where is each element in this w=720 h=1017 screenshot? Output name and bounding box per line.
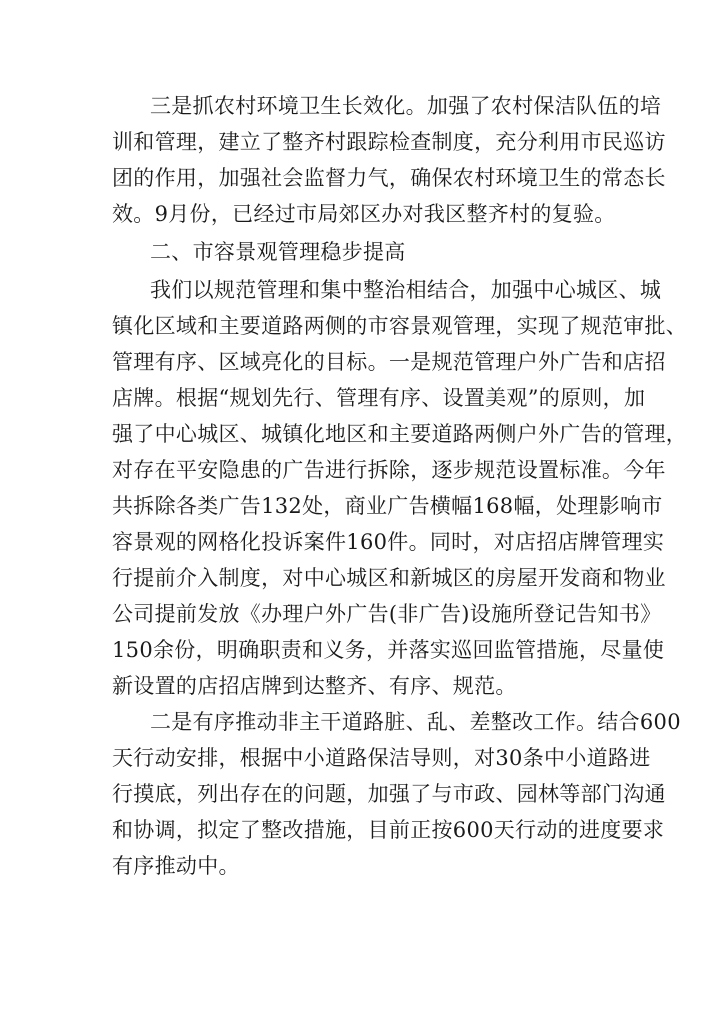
- paragraph-line: 镇化区域和主要道路两侧的市容景观管理，实现了规范审批、: [112, 314, 688, 338]
- paragraph-line: 新设置的店招店牌到达整齐、有序、规范。: [112, 674, 517, 698]
- paragraph-line: 天行动安排，根据中小道路保洁导则，对30条中小道路进: [112, 746, 651, 770]
- paragraph-line: 150余份，明确职责和义务，并落实巡回监管措施，尽量使: [112, 638, 665, 662]
- paragraph-line: 我们以规范管理和集中整治相结合，加强中心城区、城: [150, 278, 662, 302]
- paragraph-line: 三是抓农村环境卫生长效化。加强了农村保洁队伍的培: [150, 94, 662, 118]
- section-heading: 二、市容景观管理稳步提高: [150, 240, 406, 264]
- paragraph-line: 行摸底，列出存在的问题，加强了与市政、园林等部门沟通: [112, 782, 666, 806]
- paragraph-line: 二是有序推动非主干道路脏、乱、差整改工作。结合600: [150, 710, 681, 734]
- paragraph-line: 管理有序、区域亮化的目标。一是规范管理户外广告和店招: [112, 350, 666, 374]
- paragraph-line: 对存在平安隐患的广告进行拆除，逐步规范设置标准。今年: [112, 458, 666, 482]
- paragraph-line: 共拆除各类广告132处，商业广告横幅168幅，处理影响市: [112, 494, 663, 518]
- paragraph-line: 容景观的网格化投诉案件160件。同时，对店招店牌管理实: [112, 530, 665, 554]
- paragraph-line: 行提前介入制度，对中心城区和新城区的房屋开发商和物业: [112, 566, 666, 590]
- paragraph-line: 公司提前发放《办理户外广告(非广告)设施所登记告知书》: [112, 602, 662, 626]
- paragraph-line: 强了中心城区、城镇化地区和主要道路两侧户外广告的管理，: [112, 422, 688, 446]
- paragraph-line: 团的作用，加强社会监督力气，确保农村环境卫生的常态长: [112, 166, 666, 190]
- paragraph-line: 训和管理，建立了整齐村跟踪检查制度，充分利用市民巡访: [112, 130, 666, 154]
- paragraph-line: 店牌。根据“规划先行、管理有序、设置美观”的原则，加: [112, 386, 646, 410]
- paragraph-line: 有序推动中。: [112, 854, 240, 878]
- paragraph-line: 效。9月份，已经过市局郊区办对我区整齐村的复验。: [112, 202, 616, 226]
- paragraph-line: 和协调，拟定了整改措施，目前正按600天行动的进度要求: [112, 818, 665, 842]
